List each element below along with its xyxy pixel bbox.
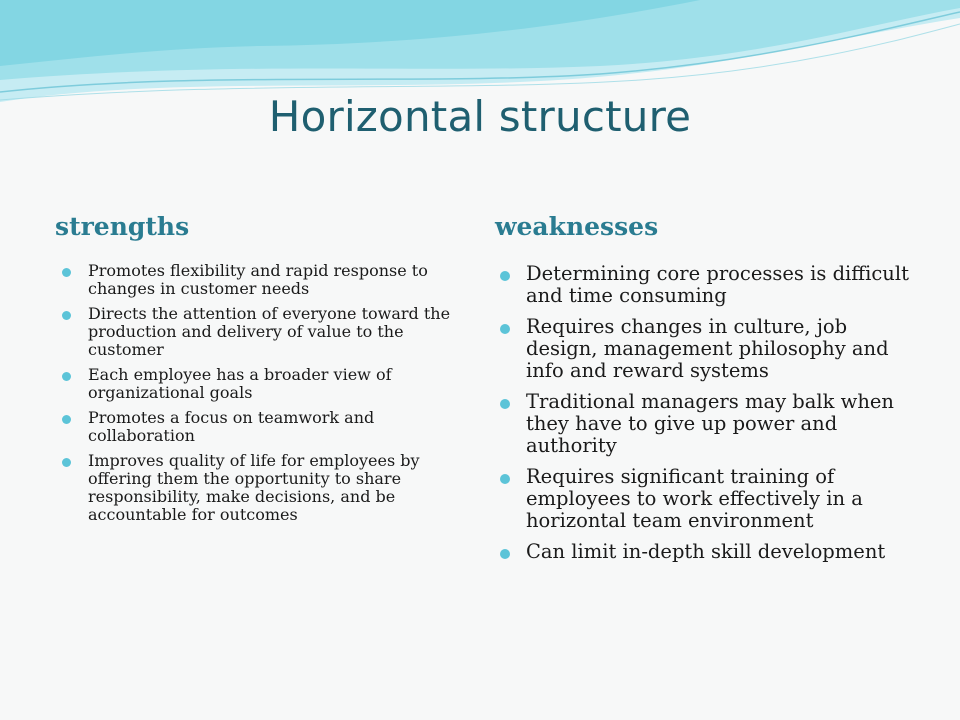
list-item [500,316,920,382]
list-item [62,262,462,298]
bullet-dot-icon [500,549,510,559]
list-item [500,391,920,457]
bullet-dot-icon [62,268,71,277]
list-item-text: Determining core processes is difficult and time consuming [526,262,909,307]
bullet-dot-icon [62,458,71,467]
bullet-dot-icon [500,399,510,409]
list-item-text: Traditional managers may balk when they have to give up power and authority [526,390,894,457]
strengths-list [62,262,462,531]
list-item [62,366,462,402]
list-item-text: Improves quality of life for employees by offering them the opportunity to share responsibility, make decisions, and be accountable for outcomes [88,451,420,524]
bullet-dot-icon [500,324,510,334]
weaknesses-heading: weaknesses [495,212,659,241]
weaknesses-list [500,263,920,572]
list-item-text: Promotes a focus on teamwork and collaboration [88,408,375,445]
list-item [62,305,462,359]
strengths-heading: strengths [55,212,190,241]
list-item-text: Can limit in-depth skill development [526,540,886,563]
list-item-text: Directs the attention of everyone toward the production and delivery of value to the customer [88,304,451,359]
bullet-dot-icon [62,311,71,320]
list-item-text: Promotes flexibility and rapid response to changes in customer needs [88,261,428,298]
list-item [62,452,462,524]
list-item [500,263,920,307]
list-item-text: Each employee has a broader view of organizational goals [88,365,392,402]
list-item-text: Requires significant training of employees to work effectively in a horizontal team environment [526,465,863,532]
bullet-dot-icon [62,372,71,381]
slide-title: Horizontal structure [268,92,692,141]
bullet-dot-icon [62,415,71,424]
bullet-dot-icon [500,271,510,281]
bullet-dot-icon [500,474,510,484]
list-item-text: Requires changes in culture, job design, management philosophy and info and reward systems [526,315,889,382]
list-item [500,466,920,532]
list-item [62,409,462,445]
list-item [500,541,920,563]
